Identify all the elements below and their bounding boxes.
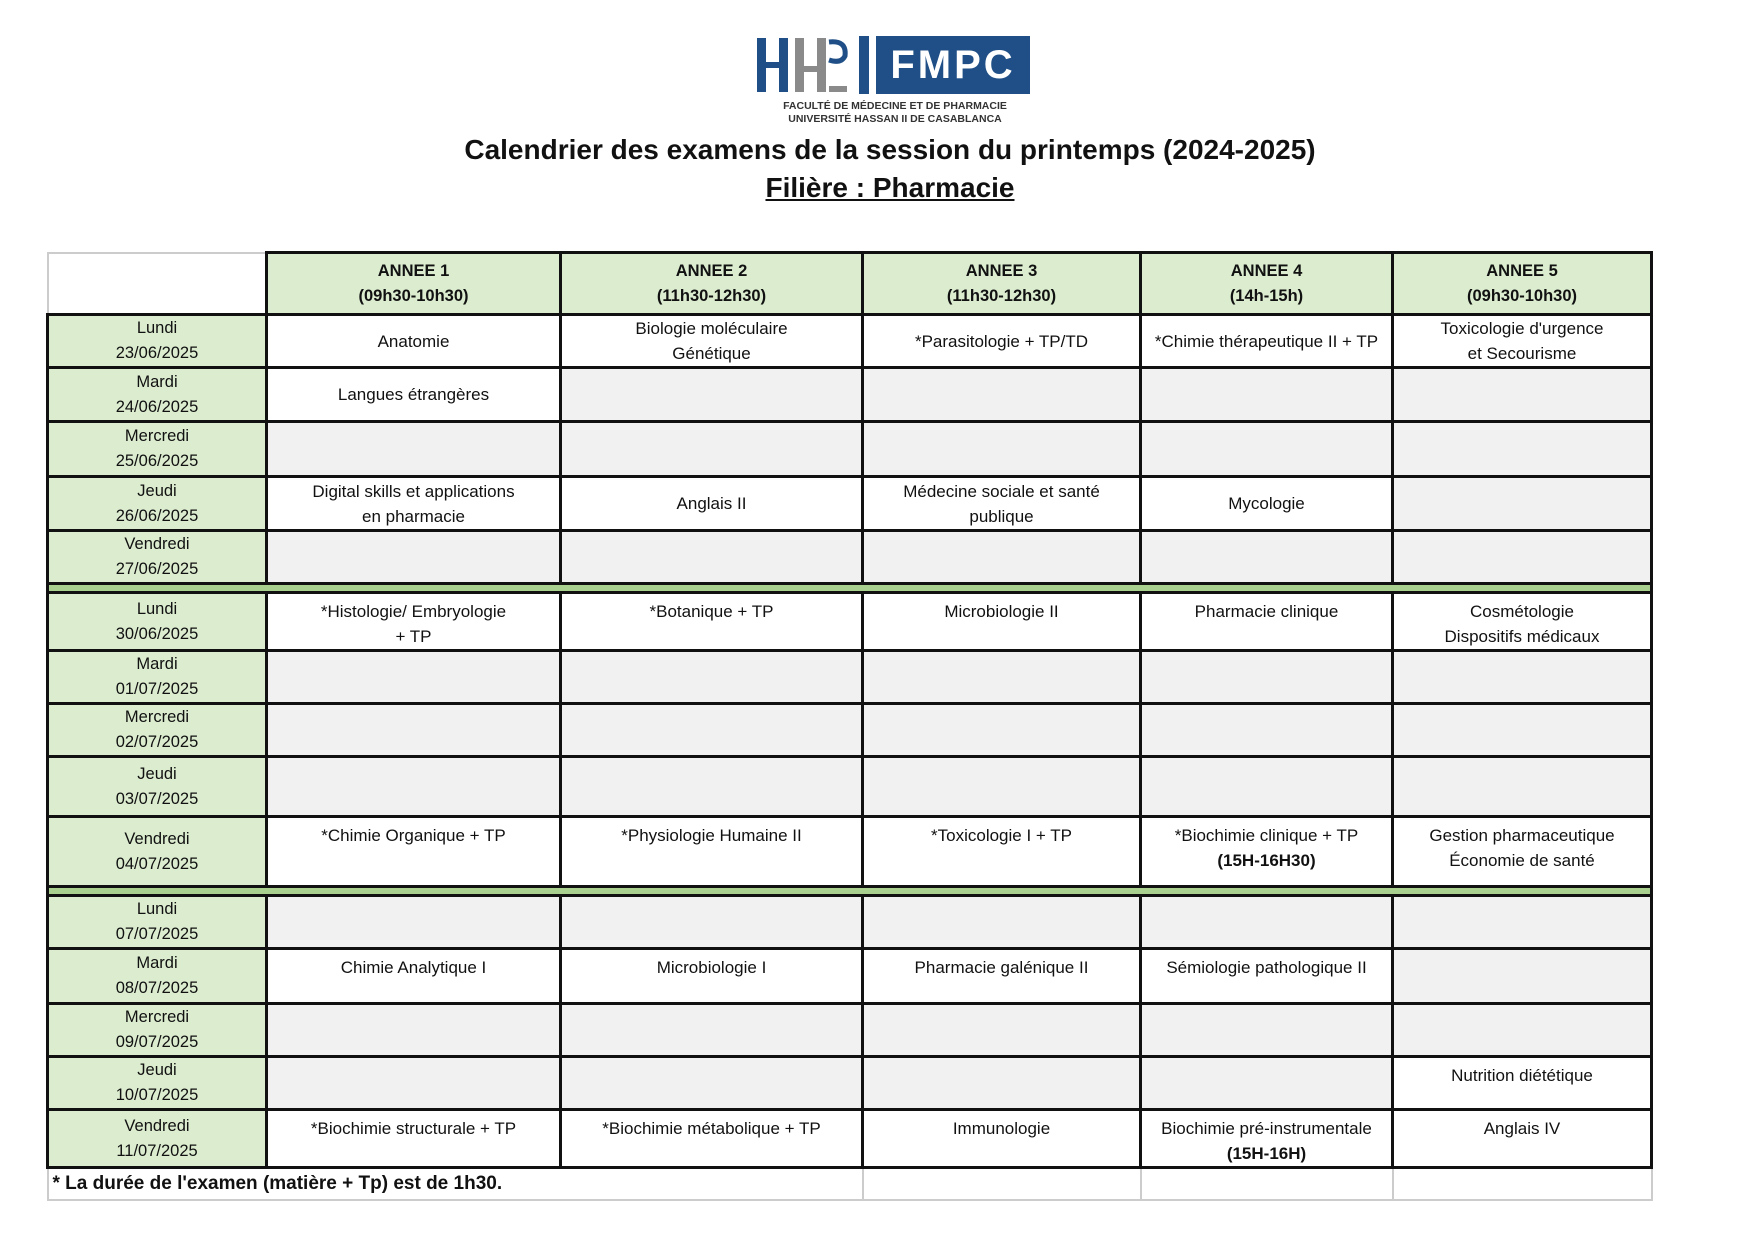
day-cell [48,315,267,368]
table-row [48,422,1652,477]
day-cell [48,1004,267,1057]
footnote-empty-cell [863,1168,1141,1200]
exam-line: *Biochimie métabolique + TP [602,1119,821,1138]
exam-cell [561,949,863,1004]
empty-cell [1393,368,1652,422]
exam-line: Médecine sociale et santé [903,481,1100,501]
logo-subtitle-line2: UNIVERSITÉ HASSAN II DE CASABLANCA [788,113,1002,125]
exam-cell [267,593,561,651]
empty-cell [267,422,561,477]
exam-cell [267,368,561,422]
day-date: 30/06/2025 [115,624,199,643]
exam-cell [561,593,863,651]
empty-cell [561,1004,863,1057]
exam-line: Anglais IV [1483,1119,1561,1138]
exam-line: Gestion pharmaceutique [1429,826,1615,845]
empty-cell [267,651,561,704]
exam-line: Mycologie [1228,494,1305,513]
day-cell [48,1110,267,1168]
day-date: 04/07/2025 [115,854,199,873]
exam-cell [267,477,561,531]
empty-cell [1141,368,1393,422]
exam-cell [1141,949,1393,1004]
empty-cell [1393,757,1652,817]
exam-line: et Secourisme [1467,344,1577,363]
day-date: 09/07/2025 [115,1033,199,1051]
exam-line: Digital skills et applications [312,481,515,501]
logo-subtitle [735,100,1055,126]
exam-schedule-table [46,251,1653,1201]
empty-cell [561,1057,863,1110]
exam-cell [1393,315,1652,368]
day-name: Jeudi [137,1061,177,1079]
table-row [48,1110,1652,1168]
day-name: Mardi [136,372,178,391]
exam-line: *Parasitologie + TP/TD [914,331,1089,351]
table-row [48,315,1652,368]
exam-line: Cosmétologie [1470,602,1574,621]
week-separator-cell [48,887,1652,896]
empty-cell [561,422,863,477]
table-row [48,477,1652,531]
exam-line: *Physiologie Humaine II [621,826,802,845]
day-name: Vendredi [124,535,190,553]
empty-cell [1393,422,1652,477]
day-name: Vendredi [124,1116,190,1135]
day-date: 26/06/2025 [115,506,199,525]
exam-cell [1141,817,1393,887]
empty-cell [863,368,1141,422]
day-name: Mercredi [124,1008,190,1026]
day-cell [48,704,267,757]
logo-divider [859,36,869,94]
exam-line: Langues étrangères [337,385,490,404]
empty-cell [561,651,863,704]
day-cell [48,896,267,949]
column-header: ANNEE 5 (09h30-10h30) [1393,253,1652,315]
exam-line: *Histologie/ Embryologie [320,602,507,621]
empty-cell [1141,757,1393,817]
empty-cell [267,531,561,584]
header-corner [48,253,267,315]
exam-cell [561,315,863,368]
empty-cell [1393,531,1652,584]
exam-cell [863,1110,1141,1168]
exam-line: Microbiologie I [656,958,767,977]
footnote-empty-cell [1393,1168,1652,1200]
day-cell [48,477,267,531]
day-date: 03/07/2025 [115,789,199,808]
exam-line: Microbiologie II [944,602,1059,621]
exam-cell [863,315,1141,368]
day-cell [48,651,267,704]
exam-cell [1393,817,1652,887]
exam-line: Économie de santé [1449,851,1595,870]
exam-line: Toxicologie d'urgence [1440,319,1604,338]
table-body [48,315,1652,1200]
exam-cell [267,315,561,368]
exam-line: *Chimie thérapeutique II + TP [1154,331,1379,351]
exam-cell [863,949,1141,1004]
day-name: Jeudi [137,764,177,783]
day-name: Mardi [136,954,178,972]
empty-cell [561,531,863,584]
day-date: 10/07/2025 [115,1086,199,1104]
column-header: ANNEE 4 (14h-15h) [1141,253,1393,315]
empty-cell [863,1004,1141,1057]
empty-cell [1393,704,1652,757]
column-header: ANNEE 3 (11h30-12h30) [863,253,1141,315]
empty-cell [561,704,863,757]
table-row [48,704,1652,757]
exam-line: Immunologie [952,1119,1051,1138]
table-row [48,651,1652,704]
exam-cell [1141,593,1393,651]
day-cell [48,949,267,1004]
exam-line: (15H-16H) [1226,1144,1307,1163]
table-row [48,757,1652,817]
empty-cell [863,422,1141,477]
empty-cell [863,651,1141,704]
day-cell [48,422,267,477]
week-separator [48,584,1652,593]
exam-line: Nutrition diététique [1451,1066,1593,1085]
exam-cell [267,949,561,1004]
empty-cell [863,896,1141,949]
day-cell [48,757,267,817]
empty-cell [561,757,863,817]
uh2c-logo-icon [755,36,850,94]
empty-cell [1141,704,1393,757]
footnote-empty-cell [1141,1168,1393,1200]
empty-cell [1141,1004,1393,1057]
table-row [48,817,1652,887]
week-separator [48,887,1652,896]
exam-line: Biologie moléculaire [635,319,788,338]
footnote: * La durée de l'examen (matière + Tp) est de 1h30. [48,1168,863,1200]
day-date: 24/06/2025 [115,397,199,416]
exam-line: *Toxicologie I + TP [931,826,1072,845]
day-cell [48,368,267,422]
exam-line: (15H-16H30) [1217,851,1316,870]
subtitle-text: Filière : Pharmacie [765,172,1015,203]
day-name: Mercredi [124,708,190,726]
exam-line: *Chimie Organique + TP [321,826,506,845]
empty-cell [863,704,1141,757]
exam-line: publique [969,506,1034,526]
day-date: 11/07/2025 [116,1141,198,1160]
empty-cell [1141,531,1393,584]
day-date: 07/07/2025 [115,925,199,943]
exam-cell [561,817,863,887]
empty-cell [561,896,863,949]
day-name: Vendredi [124,829,190,848]
exam-cell [1141,315,1393,368]
empty-cell [267,704,561,757]
exam-cell [1393,1110,1652,1168]
day-date: 08/07/2025 [115,979,199,997]
empty-cell [267,757,561,817]
exam-line: Sémiologie pathologique II [1166,958,1367,977]
empty-cell [1393,949,1652,1004]
empty-cell [1393,1004,1652,1057]
exam-line: Anatomie [377,331,450,351]
empty-cell [863,1057,1141,1110]
day-date: 01/07/2025 [115,680,199,698]
exam-cell [1141,477,1393,531]
exam-line: Anglais II [676,494,747,513]
empty-cell [267,1004,561,1057]
page-title: Calendrier des examens de la session du printemps (2024-2025) [464,134,1316,165]
empty-cell [1393,651,1652,704]
column-header: ANNEE 1 (09h30-10h30) [267,253,561,315]
logo-wordmark: FMPC [876,36,1030,94]
logo-subtitle-line1: FACULTÉ DE MÉDECINE ET DE PHARMACIE [783,100,1007,112]
day-name: Mercredi [124,427,190,445]
day-cell [48,593,267,651]
page-subtitle [0,172,1754,204]
empty-cell [863,531,1141,584]
exam-line: *Biochimie clinique + TP [1174,826,1359,845]
table-row [48,1004,1652,1057]
footnote-row [48,1168,1652,1200]
exam-cell [561,1110,863,1168]
table-row [48,896,1652,949]
empty-cell [267,1057,561,1110]
exam-cell [1141,1110,1393,1168]
empty-cell [1393,477,1652,531]
exam-line: Pharmacie galénique II [914,958,1089,977]
exam-line: *Biochimie structurale + TP [310,1119,517,1138]
exam-cell [267,1110,561,1168]
table-row [48,531,1652,584]
exam-cell [561,477,863,531]
day-name: Mardi [136,655,178,673]
day-name: Jeudi [137,481,177,500]
fmpc-logo [755,34,1035,130]
day-cell [48,531,267,584]
exam-line: Biochimie pré-instrumentale [1161,1119,1372,1138]
exam-line: Génétique [672,344,751,363]
week-separator-cell [48,584,1652,593]
table-header-row [48,253,1652,315]
exam-line: Pharmacie clinique [1194,602,1339,621]
empty-cell [267,896,561,949]
table-row [48,593,1652,651]
day-cell [48,1057,267,1110]
day-name: Lundi [136,900,178,918]
exam-cell [1393,593,1652,651]
exam-cell [267,817,561,887]
empty-cell [1141,896,1393,949]
table-row [48,368,1652,422]
day-name: Lundi [136,599,178,618]
empty-cell [1141,1057,1393,1110]
table-row [48,1057,1652,1110]
exam-cell [863,817,1141,887]
empty-cell [1141,422,1393,477]
column-header: ANNEE 2 (11h30-12h30) [561,253,863,315]
exam-line: + TP [395,627,432,646]
day-name: Lundi [136,319,178,337]
exam-cell [863,477,1141,531]
exam-cell [1393,1057,1652,1110]
day-date: 27/06/2025 [115,560,199,578]
day-date: 25/06/2025 [115,452,199,470]
day-date: 23/06/2025 [115,344,199,362]
empty-cell [1141,651,1393,704]
exam-line: *Botanique + TP [649,602,774,621]
exam-line: en pharmacie [361,506,465,526]
exam-cell [863,593,1141,651]
table-row [48,949,1652,1004]
empty-cell [863,757,1141,817]
day-date: 02/07/2025 [115,733,199,751]
empty-cell [561,368,863,422]
empty-cell [1393,896,1652,949]
exam-line: Chimie Analytique I [340,958,487,977]
exam-line: Dispositifs médicaux [1444,627,1600,646]
day-cell [48,817,267,887]
